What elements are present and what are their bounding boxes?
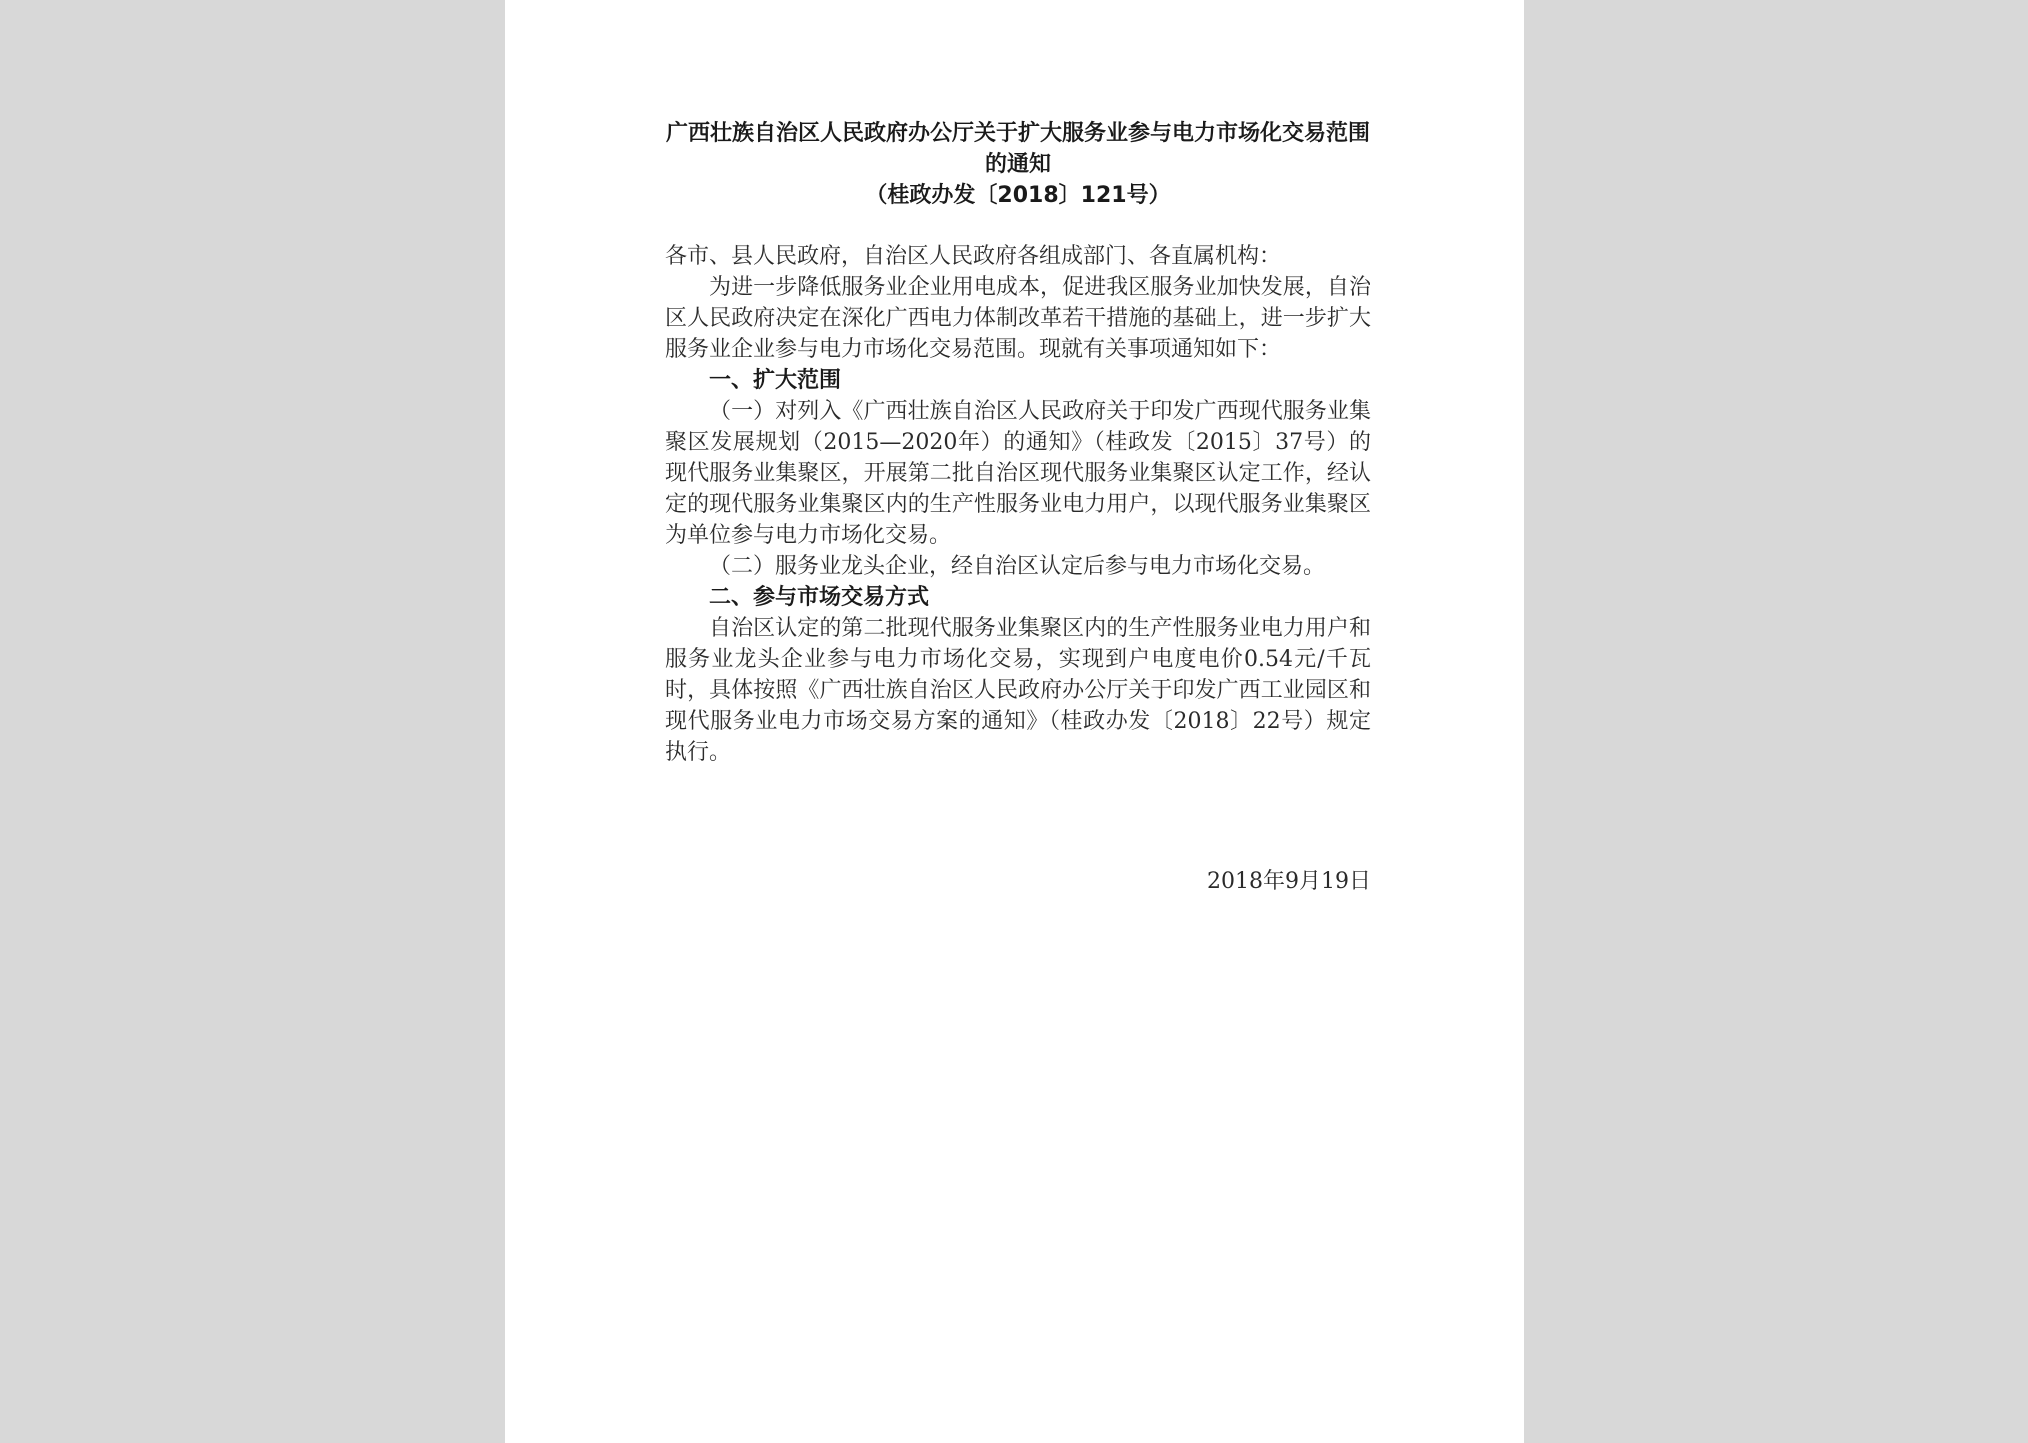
document-content	[665, 118, 1371, 897]
section-2-paragraph-1: 自治区认定的第二批现代服务业集聚区内的生产性服务业电力用户和服务业龙头企业参与电力市场化交易，实现到户电度电价0.54元/千瓦时，具体按照《广西壮族自治区人民政府办公厅关于印发广西工业园区和现代服务业电力市场交易方案的通知》（桂政办发〔2018〕22号）规定执行。	[665, 616, 1371, 765]
salutation: 各市、县人民政府，自治区人民政府各组成部门、各直属机构：	[665, 244, 1282, 269]
section-heading-2: 二、参与市场交易方式	[709, 585, 930, 610]
document-number: （桂政办发〔2018〕121号）	[865, 183, 1171, 208]
document-title: 广西壮族自治区人民政府办公厅关于扩大服务业参与电力市场化交易范围的通知	[665, 121, 1370, 177]
document-date: 2018年9月19日	[1207, 869, 1371, 894]
intro-paragraph: 为进一步降低服务业企业用电成本，促进我区服务业加快发展，自治区人民政府决定在深化广西电力体制改革若干措施的基础上，进一步扩大服务业企业参与电力市场化交易范围。现就有关事项通知如下：	[665, 275, 1371, 362]
section-heading-1: 一、扩大范围	[709, 368, 842, 393]
document-page	[505, 0, 1524, 1443]
section-1-paragraph-1: （一）对列入《广西壮族自治区人民政府关于印发广西现代服务业集聚区发展规划（2015—2020年）的通知》（桂政发〔2015〕37号）的现代服务业集聚区，开展第二批自治区现代服务业集聚区认定工作，经认定的现代服务业集聚区内的生产性服务业电力用户，以现代服务业集聚区为单位参与电力市场化交易。	[665, 399, 1371, 548]
section-1-paragraph-2: （二）服务业龙头企业，经自治区认定后参与电力市场化交易。	[709, 554, 1326, 579]
